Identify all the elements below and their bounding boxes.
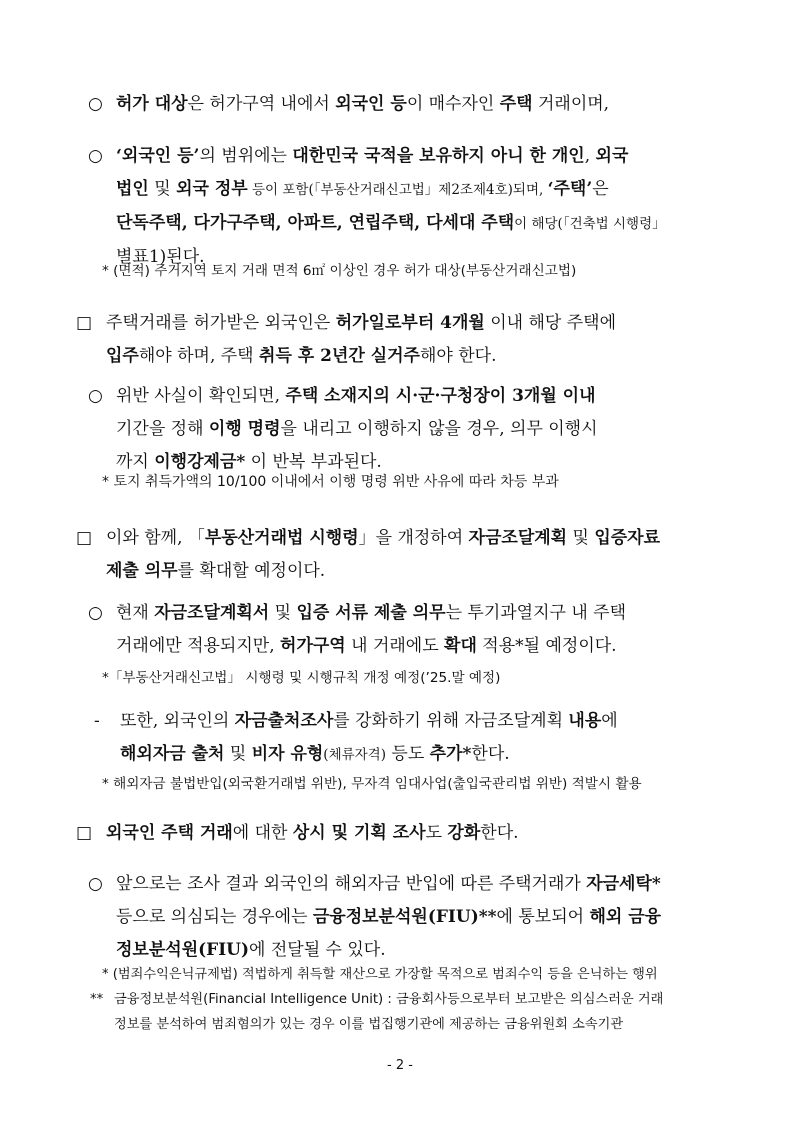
circle-bullet-icon: ○ xyxy=(88,94,103,114)
square-bullet-icon: □ xyxy=(76,313,93,333)
bullet-current-funding-plan: ○ 현재 자금조달계획서 및 입증 서류 제출 의무는 투기과열지구 내 주택 거래에만 적용되지만, 허가구역 내 거래에도 확대 적용*될 예정이다. xyxy=(88,597,768,663)
section-funding-plan: □ 이와 함께, 「부동산거래법 시행령」을 개정하여 자금조달계획 및 입증자료 제출 의무를 확대할 예정이다. xyxy=(76,522,776,588)
bullet-money-laundering: ○ 앞으로는 조사 결과 외국인의 해외자금 반입에 따른 주택거래가 자금세탁* 등으로 의심되는 경우에는 금융정보분석원(FIU)**에 통보되어 해외 금융 정보분석원(FIU)에 전달될 수 있다. xyxy=(88,868,768,967)
footnote-illegal-funds: * 해외자금 불법반입(외국환거래법 위반), 무자격 임대사업(출입국관리법 위반) 적발시 활용 xyxy=(102,776,642,792)
square-bullet-icon: □ xyxy=(76,823,93,843)
section-residence-obligation: □ 주택거래를 허가받은 외국인은 허가일로부터 4개월 이내 해당 주택에 입주해야 하며, 주택 취득 후 2년간 실거주해야 한다. xyxy=(76,307,776,373)
circle-bullet-icon: ○ xyxy=(88,386,103,406)
footnote-regulation-amendment: *「부동산거래신고법」 시행령 및 시행규칙 개정 예정(’25.말 예정) xyxy=(102,670,501,686)
section-investigation: □ 외국인 주택 거래에 대한 상시 및 기획 조사도 강화한다. xyxy=(76,817,776,850)
footnote-fiu: ** 금융정보분석원(Financial Intelligence Unit) : 금융회사등으로부터 보고받은 의심스러운 거래 정보를 분석하여 범죄혐의가 있는 경우 이를 법집행기관에 제공하는 금융위원회 소속기관 xyxy=(90,992,664,1032)
footnote-enforcement-fine: * 토지 취득가액의 10/100 이내에서 이행 명령 위반 사유에 따라 차등 부과 xyxy=(102,474,559,490)
footnote-crime-proceeds: * (범죄수익은닉규제법) 적법하게 취득할 재산으로 가장할 목적으로 범죄수익 등을 은닉하는 행위 xyxy=(102,967,658,982)
dash-fund-source-investigation: - 또한, 외국인의 자금출처조사를 강화하기 위해 자금조달계획 내용에 해외자금 출처 및 비자 유형(체류자격) 등도 추가*한다. xyxy=(94,705,774,772)
bullet-foreigner-scope: ○ ‘외국인 등’의 범위에는 대한민국 국적을 보유하지 아니 한 개인, 외국 법인 및 외국 정부 등이 포함(「부동산거래신고법」제2조제4호)되며, ‘주택’은 단독주택, 다가구주택, 아파트, 연립주택, 다세대 주택이 해당(「건축법 시행령」 별표1)된다. xyxy=(88,140,768,274)
dash-bullet-icon: - xyxy=(94,711,100,731)
bullet-permit-target: ○ 허가 대상은 허가구역 내에서 외국인 등이 매수자인 주택 거래이며, xyxy=(88,88,768,121)
page-number: - 2 - xyxy=(387,1058,413,1073)
bullet-violation: ○ 위반 사실이 확인되면, 주택 소재지의 시·군·구청장이 3개월 이내 기간을 정해 이행 명령을 내리고 이행하지 않을 경우, 의무 이행시 까지 이행강제금* 이 반복 부과된다. xyxy=(88,380,768,479)
square-bullet-icon: □ xyxy=(76,528,93,548)
footnote-area: * (면적) 주거지역 토지 거래 면적 6㎡ 이상인 경우 허가 대상(부동산거래신고법) xyxy=(102,263,577,279)
circle-bullet-icon: ○ xyxy=(88,603,103,623)
circle-bullet-icon: ○ xyxy=(88,146,103,166)
circle-bullet-icon: ○ xyxy=(88,874,103,894)
